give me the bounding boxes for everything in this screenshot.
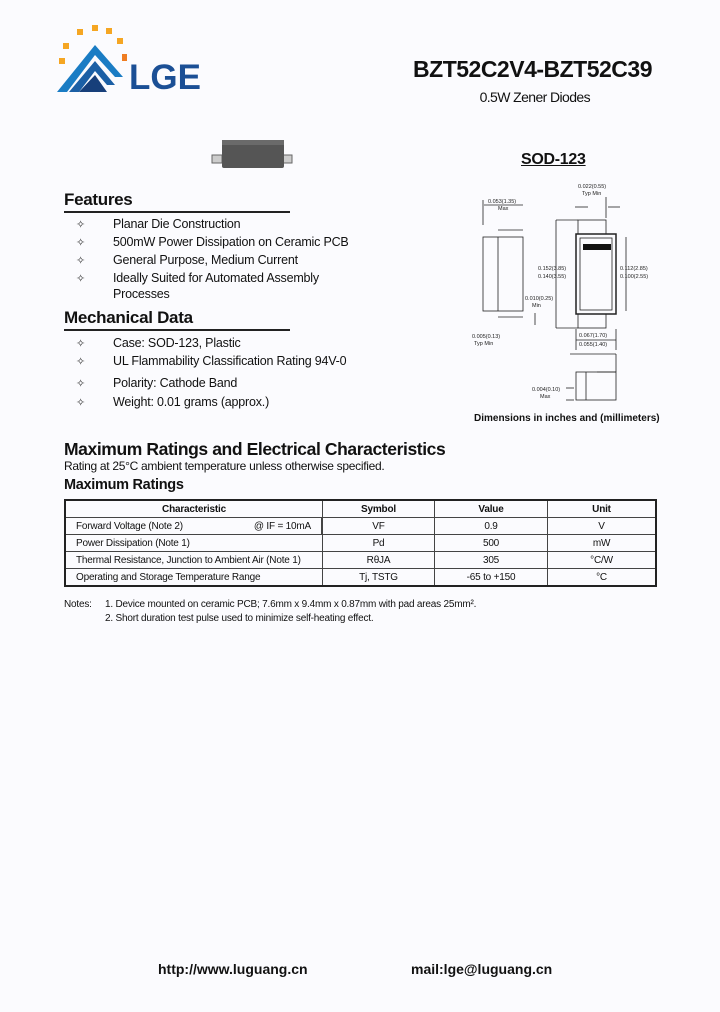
symbol: VF <box>323 518 435 535</box>
unit: V <box>548 518 657 535</box>
website-link[interactable]: http://www.luguang.cn <box>158 961 308 977</box>
dimension-caption: Dimensions in inches and (millimeters) <box>474 413 660 424</box>
feature-item: Ideally Suited for Automated Assembly <box>113 271 319 285</box>
bullet-icon: ✧ <box>76 378 86 390</box>
mechanical-item: Weight: 0.01 grams (approx.) <box>113 395 270 409</box>
svg-text:0.055(1.40): 0.055(1.40) <box>579 342 608 348</box>
svg-text:0.112(2.85): 0.112(2.85) <box>620 266 648 272</box>
svg-text:Min: Min <box>532 303 541 309</box>
mechanical-item: Case: SOD-123, Plastic <box>113 336 241 350</box>
bullet-icon: ✧ <box>76 219 86 231</box>
svg-text:0.010(0.25): 0.010(0.25) <box>525 296 554 302</box>
bullet-icon: ✧ <box>76 397 86 409</box>
condition: @ IF = 10mA <box>253 520 311 532</box>
diode-package-image <box>208 138 298 172</box>
value: 305 <box>435 552 548 569</box>
subtitle: 0.5W Zener Diodes <box>479 89 590 105</box>
lge-logo <box>55 25 230 97</box>
value: 500 <box>435 535 548 552</box>
mechanical-heading: Mechanical Data <box>64 308 290 331</box>
svg-text:0.053(1.35): 0.053(1.35) <box>488 199 517 205</box>
ratings-table <box>64 499 657 587</box>
logo-text: LGE <box>129 58 201 97</box>
svg-text:0.022(0.55): 0.022(0.55) <box>578 184 607 190</box>
features-heading: Features <box>64 190 290 213</box>
feature-item: General Purpose, Medium Current <box>113 253 298 267</box>
symbol: RθJA <box>323 552 435 569</box>
svg-text:Max: Max <box>540 394 551 400</box>
unit: °C <box>548 569 657 587</box>
column-header: Characteristic <box>65 500 323 518</box>
email-link[interactable]: mail:lge@luguang.cn <box>411 961 553 977</box>
part-number-title: BZT52C2V4-BZT52C39 <box>413 56 652 82</box>
table-row <box>65 569 656 587</box>
table-row <box>65 535 656 552</box>
bullet-icon: ✧ <box>76 255 86 267</box>
notes-label: Notes: <box>64 599 92 610</box>
value: 0.9 <box>435 518 548 535</box>
svg-text:0.140(3.55): 0.140(3.55) <box>538 274 567 280</box>
column-header: Unit <box>548 500 657 518</box>
svg-text:0.067(1.70): 0.067(1.70) <box>579 333 608 339</box>
table-header-row <box>65 500 656 518</box>
characteristic: Operating and Storage Temperature Range <box>65 569 323 587</box>
unit: mW <box>548 535 657 552</box>
package-name: SOD-123 <box>521 151 586 168</box>
characteristic: Power Dissipation (Note 1) <box>65 535 323 552</box>
symbol: Tj, TSTG <box>323 569 435 587</box>
symbol: Pd <box>323 535 435 552</box>
ratings-note: Rating at 25°C ambient temperature unless otherwise specified. <box>64 459 385 473</box>
svg-text:Max: Max <box>498 206 509 212</box>
svg-text:Typ Min: Typ Min <box>474 341 494 347</box>
bullet-icon: ✧ <box>76 338 86 350</box>
characteristic: Thermal Resistance, Junction to Ambient Air (Note 1) <box>65 552 323 569</box>
bullet-icon: ✧ <box>76 273 86 285</box>
ratings-heading: Maximum Ratings and Electrical Characteristics <box>64 439 446 459</box>
svg-text:0.004(0.10): 0.004(0.10) <box>532 387 561 393</box>
mechanical-item: Polarity: Cathode Band <box>113 376 238 390</box>
note-item: 2. Short duration test pulse used to minimize self-heating effect. <box>105 613 374 624</box>
bullet-icon: ✧ <box>76 237 86 249</box>
feature-item: 500mW Power Dissipation on Ceramic PCB <box>113 235 349 249</box>
unit: °C/W <box>548 552 657 569</box>
svg-text:0.005(0.13): 0.005(0.13) <box>472 334 501 340</box>
table-row <box>65 518 656 535</box>
value: -65 to +150 <box>435 569 548 587</box>
note-item: 1. Device mounted on ceramic PCB; 7.6mm x 9.4mm x 0.87mm with pad areas 25mm². <box>105 599 477 610</box>
dimension-drawing <box>470 180 660 412</box>
column-header: Symbol <box>323 500 435 518</box>
bullet-icon: ✧ <box>76 356 86 368</box>
feature-item: Planar Die Construction <box>113 217 241 231</box>
mechanical-item: UL Flammability Classification Rating 94V-0 <box>113 354 347 368</box>
feature-item: Processes <box>113 287 170 301</box>
svg-text:Typ Min: Typ Min <box>582 191 602 197</box>
svg-text:0.152(3.85): 0.152(3.85) <box>538 266 567 272</box>
column-header: Value <box>435 500 548 518</box>
table-row <box>65 552 656 569</box>
max-ratings-subheading: Maximum Ratings <box>64 477 184 493</box>
characteristic: Forward Voltage (Note 2) <box>76 520 183 532</box>
svg-text:0.100(2.55): 0.100(2.55) <box>620 274 649 280</box>
